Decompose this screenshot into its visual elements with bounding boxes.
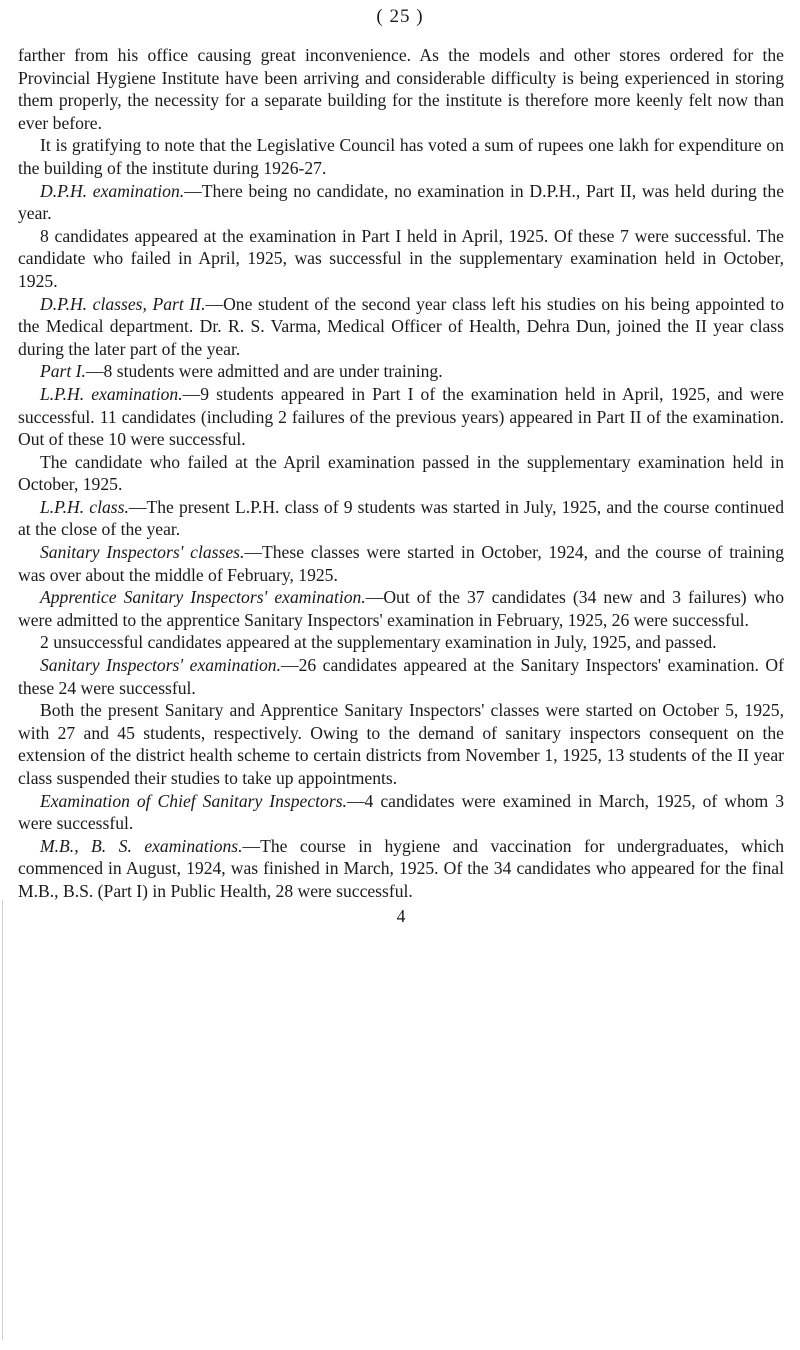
page-body <box>18 44 784 927</box>
paragraph-text: —26 candidates appeared at the Sanitary Inspectors' examination. Of these 24 were successful. <box>18 655 784 698</box>
page-number: ( 25 ) <box>376 6 424 27</box>
paragraph-text: —There being no candidate, no examination in D.P.H., Part II, was held during the year. <box>18 180 784 224</box>
paragraph-text: —Out of the 37 candidates (34 new and 3 failures) who were admitted to the apprentice Sanitary Inspectors' examination in February, 1925, 26 were successful. <box>18 587 784 630</box>
paragraph <box>18 44 784 134</box>
paragraph <box>18 225 784 293</box>
paragraph-text: —9 students appeared in Part I of the examination held in April, 1925, and were successful. 11 candidates (including 2 failures of the previous years) appeared in Part II of the examination. Out of these 10 were successful. <box>18 383 784 450</box>
footer-signature-number: 4 <box>396 905 406 926</box>
paragraph-text: Both the present Sanitary and Apprentice Sanitary Inspectors' classes were started on October 5, 1925, with 27 and 45 students, respectively. Owing to the demand of sanitary inspectors consequent on the extension of the district health scheme to certain districts from November 1, 1925, 13 students of the II year class suspended their studies to take up appointments. <box>18 700 784 788</box>
paragraph <box>18 541 784 586</box>
paragraph-text: —4 candidates were examined in March, 1925, of whom 3 were successful. <box>18 790 785 834</box>
paragraph-heading: D.P.H. classes, Part II. <box>40 293 206 314</box>
paragraph <box>18 383 784 451</box>
paragraph <box>18 790 784 835</box>
paragraph-text: 2 unsuccessful candidates appeared at the supplementary examination in July, 1925, and passed. <box>40 632 717 653</box>
paragraph-text: —The present L.P.H. class of 9 students was started in July, 1925, and the course continued at the close of the year. <box>18 496 784 540</box>
paragraph-heading: L.P.H. examination. <box>40 383 183 404</box>
paragraph-text: —These classes were started in October, 1924, and the course of training was over about the middle of February, 1925. <box>18 542 784 585</box>
page-edge-line <box>2 900 3 1340</box>
paragraph-heading: Part I. <box>40 361 86 382</box>
paragraph <box>18 496 784 541</box>
paragraph <box>18 699 784 789</box>
paragraph-text: The candidate who failed at the April examination passed in the supplementary examination held in October, 1925. <box>18 451 784 495</box>
paragraph <box>18 835 784 903</box>
paragraph-text: —8 students were admitted and are under training. <box>85 361 443 382</box>
paragraph-heading: Sanitary Inspectors' examination. <box>40 655 282 676</box>
paragraph <box>18 293 784 361</box>
paragraph <box>18 134 784 179</box>
paragraph <box>18 180 784 225</box>
paragraph-heading: M.B., B. S. examinations. <box>40 835 243 856</box>
paragraph-heading: D.P.H. examination. <box>40 180 185 201</box>
paragraph-text: —The course in hygiene and vaccination for undergraduates, which commenced in August, 1924, was finished in March, 1925. Of the 34 candidates who appeared for the final M.B., B.S. (Part I) in Public Health, 28 were successful. <box>18 835 784 901</box>
paragraph <box>18 360 784 383</box>
paragraph <box>18 654 784 699</box>
paragraph <box>18 631 784 654</box>
paragraph-heading: Apprentice Sanitary Inspectors' examination. <box>40 587 366 608</box>
paragraph-heading: L.P.H. class. <box>40 496 129 517</box>
paragraph <box>18 451 784 496</box>
paragraph-heading: Sanitary Inspectors' classes. <box>40 542 245 563</box>
paragraph-text: It is gratifying to note that the Legislative Council has voted a sum of rupees one lakh for expenditure on the building of the institute during 1926-27. <box>18 135 784 178</box>
paragraph-text: farther from his office causing great inconvenience. As the models and other stores ordered for the Provincial Hygiene Institute have been arriving and considerable difficulty is being experienced in storing them properly, the necessity for a separate building for the institute is therefore more keenly felt now than ever before. <box>18 45 784 133</box>
paragraph-text: 8 candidates appeared at the examination in Part I held in April, 1925. Of these 7 were successful. The candidate who failed in April, 1925, was successful in the supplementary examination held in October, 1925. <box>18 225 784 291</box>
paragraph <box>18 586 784 631</box>
paragraph-text: —One student of the second year class left his studies on his being appointed to the Medical department. Dr. R. S. Varma, Medical Officer of Health, Dehra Dun, joined the II year class during the later part of the year. <box>18 293 784 359</box>
paragraph-heading: Examination of Chief Sanitary Inspectors. <box>40 790 347 811</box>
